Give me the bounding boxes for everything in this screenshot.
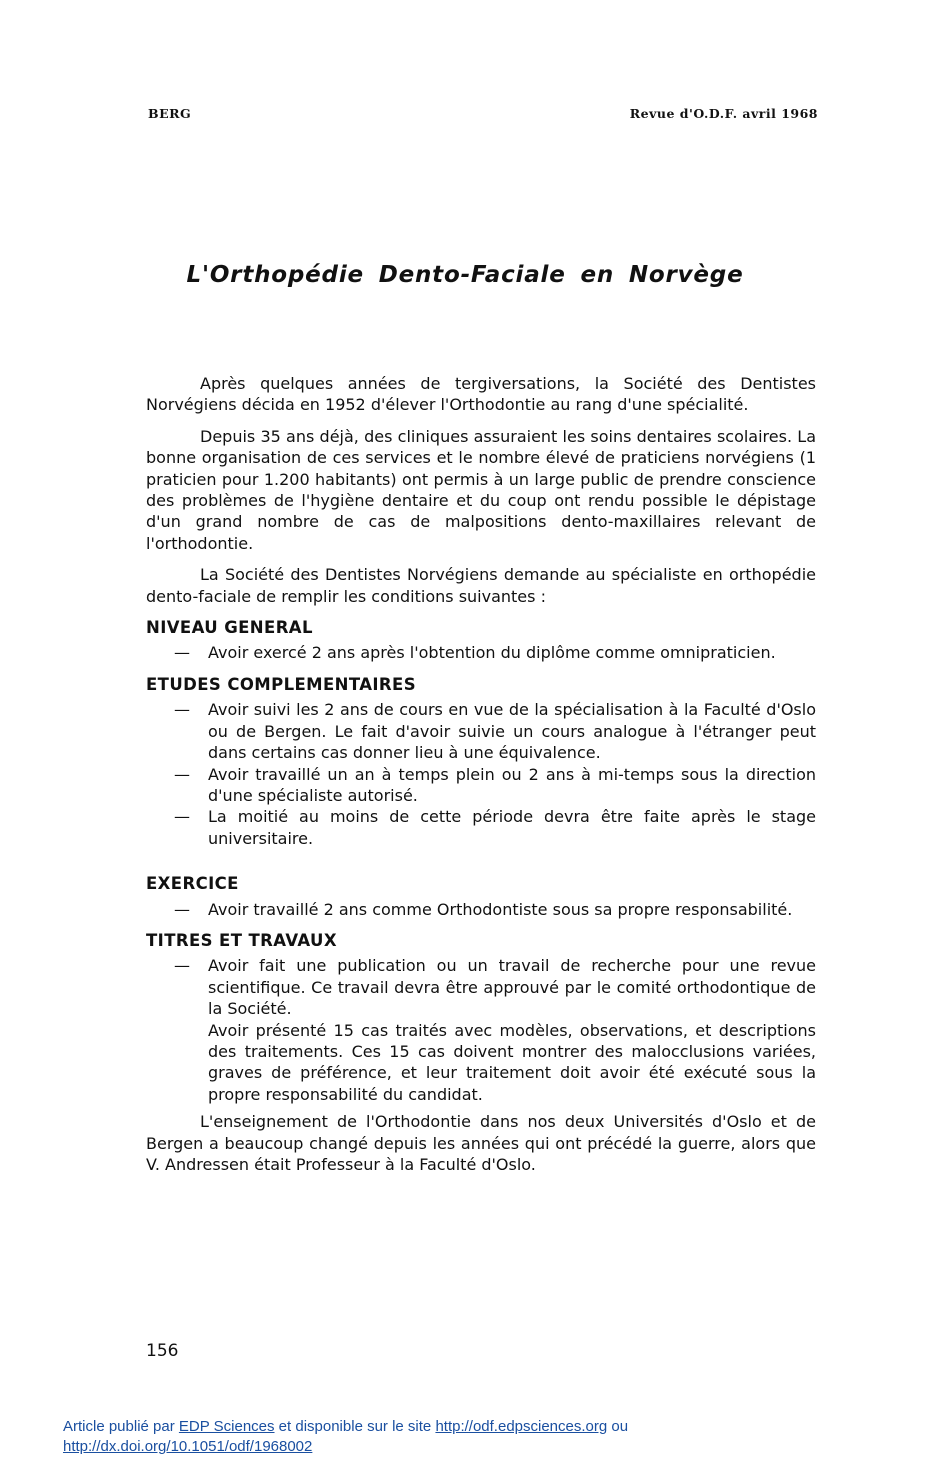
list-item (146, 806, 816, 849)
dash-bullet: — (174, 807, 190, 827)
list-item-text: Avoir travaillé un an à temps plein ou 2 ans à mi-temps sous la direction d'une spécialiste autorisé. (208, 764, 816, 805)
publisher-footer (63, 1417, 628, 1457)
list-item (146, 955, 816, 1019)
doi-link[interactable]: http://dx.doi.org/10.1051/odf/1968002 (63, 1438, 313, 1455)
page-number: 156 (146, 1341, 179, 1361)
dash-bullet: — (174, 764, 190, 784)
list-item-text: Avoir suivi les 2 ans de cours en vue de la spécialisation à la Faculté d'Oslo ou de Bergen. Le fait d'avoir suivie un cours analogue à l'étranger peut dans certains cas donner lieu à une équivalence. (208, 700, 816, 763)
dash-bullet: — (174, 899, 190, 919)
running-head-journal: Revue d'O.D.F. avril 1968 (629, 106, 818, 121)
section-heading-etudes: ETUDES COMPLEMENTAIRES (146, 674, 416, 694)
closing-paragraph: L'enseignement de l'Orthodontie dans nos deux Universités d'Oslo et de Bergen a beaucoup changé depuis les années qui ont précédé la guerre, alors que V. Andressen était Professeur à la Faculté d'Oslo. (146, 1112, 816, 1174)
list-item-continuation (146, 1020, 816, 1106)
paragraph: Après quelques années de tergiversations, la Société des Dentistes Norvégiens décida en 1952 d'élever l'Orthodontie au rang d'une spécialité. (146, 374, 816, 415)
footer-prefix: Article publié par (63, 1418, 179, 1435)
list-item-text: Avoir fait une publication ou un travail de recherche pour une revue scientifique. Ce travail devra être approuvé par le comité orthodontique de la Société. (208, 956, 816, 1019)
list-item (146, 764, 816, 807)
dash-bullet: — (174, 643, 190, 663)
dash-bullet: — (174, 700, 190, 720)
dash-bullet: — (174, 956, 190, 976)
site-link[interactable]: http://odf.edpsciences.org (435, 1418, 608, 1435)
paragraph: Depuis 35 ans déjà, des cliniques assuraient les soins dentaires scolaires. La bonne organisation de ces services et le nombre élevé de praticiens norvégiens (1 praticien pour 1.200 habitants) ont permis à un large public de prendre conscience des problèmes de l'hygiène dentaire et du coup ont rendu possible le dépistage d'un grand nombre de cas de malpositions dento-maxillaires relevant de l'orthodontie. (146, 426, 816, 553)
section-heading-niveau-general: NIVEAU GENERAL (146, 618, 313, 638)
list-item (146, 699, 816, 763)
section-heading-titres-travaux: TITRES ET TRAVAUX (146, 930, 337, 950)
footer-suffix: ou (607, 1418, 629, 1435)
list-item-text: Avoir exercé 2 ans après l'obtention du diplôme comme omnipraticien. (208, 643, 776, 663)
section-heading-exercice: EXERCICE (146, 874, 239, 894)
list-item-text: Avoir travaillé 2 ans comme Orthodontiste sous sa propre responsabilité. (208, 899, 793, 919)
paragraph: La Société des Dentistes Norvégiens demande au spécialiste en orthopédie dento-faciale de remplir les conditions suivantes : (146, 565, 816, 606)
list-item-text: Avoir présenté 15 cas traités avec modèles, observations, et descriptions des traitements. Ces 15 cas doivent montrer des malocclusions variées, graves de préférence, et leur traitement doit avoir été exécuté sous la propre responsabilité du candidat. (208, 1020, 816, 1104)
list-item (146, 899, 816, 920)
running-head-author: BERG (148, 106, 192, 121)
article-body (146, 373, 816, 1185)
list-item (146, 642, 816, 663)
publisher-link[interactable]: EDP Sciences (178, 1418, 275, 1435)
footer-middle: et disponible sur le site (274, 1418, 436, 1435)
article-title: L'Orthopédie Dento-Faciale en Norvège (186, 262, 744, 288)
list-item-text: La moitié au moins de cette période devra être faite après le stage universitaire. (208, 807, 816, 848)
